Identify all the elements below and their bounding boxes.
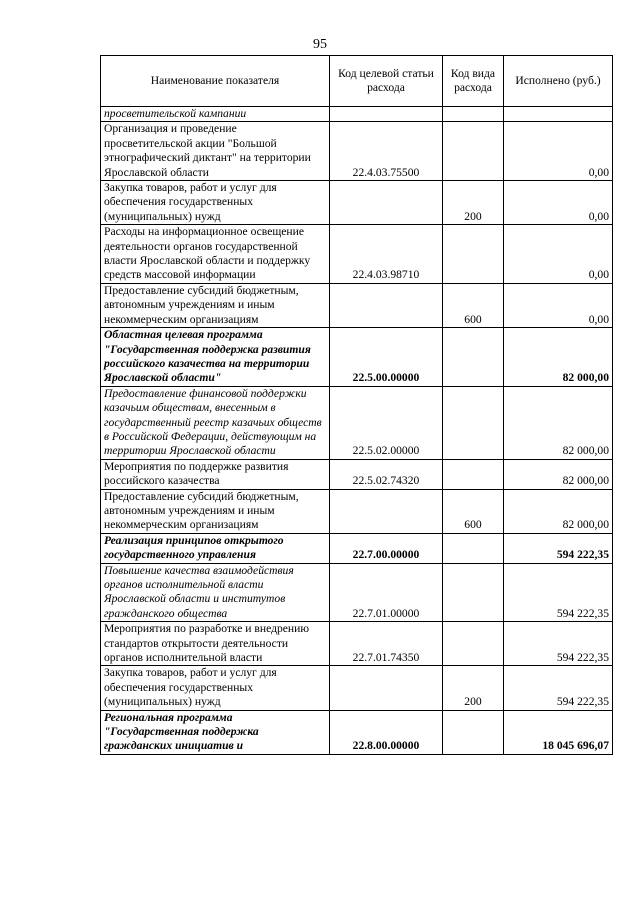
row-indicator-name: Организация и проведение просветительской акции "Большой этнографический диктант" на территории Ярославской области xyxy=(101,122,330,181)
row-indicator-name: Предоставление субсидий бюджетным, автономным учреждениям и иным некоммерческим организациям xyxy=(101,283,330,327)
row-expense-type xyxy=(443,459,504,489)
row-executed-amount xyxy=(504,107,613,122)
row-executed-amount: 82 000,00 xyxy=(504,386,613,459)
row-executed-amount: 0,00 xyxy=(504,122,613,181)
row-executed-amount: 18 045 696,07 xyxy=(504,710,613,754)
row-executed-amount: 82 000,00 xyxy=(504,328,613,387)
row-expense-type xyxy=(443,328,504,387)
page-number: 95 xyxy=(313,37,327,52)
row-indicator-name: Расходы на информационное освещение деятельности органов государственной власти Ярославской области и поддержку средств массовой информации xyxy=(101,225,330,284)
row-executed-amount: 0,00 xyxy=(504,225,613,284)
budget-execution-table xyxy=(100,55,613,755)
row-target-code xyxy=(330,283,443,327)
row-target-code xyxy=(330,181,443,225)
table-header xyxy=(101,56,613,107)
header-row xyxy=(101,56,613,107)
row-expense-type xyxy=(443,386,504,459)
row-indicator-name: Предоставление субсидий бюджетным, автономным учреждениям и иным некоммерческим организациям xyxy=(101,489,330,533)
row-executed-amount: 82 000,00 xyxy=(504,489,613,533)
row-executed-amount: 0,00 xyxy=(504,283,613,327)
row-expense-type: 600 xyxy=(443,489,504,533)
row-expense-type xyxy=(443,122,504,181)
row-expense-type xyxy=(443,563,504,622)
table-row xyxy=(101,710,613,754)
row-indicator-name: Закупка товаров, работ и услуг для обеспечения государственных (муниципальных) нужд xyxy=(101,666,330,710)
table-row xyxy=(101,328,613,387)
row-expense-type xyxy=(443,622,504,666)
table-row xyxy=(101,622,613,666)
row-target-code: 22.4.03.98710 xyxy=(330,225,443,284)
header-indicator-name: Наименование показателя xyxy=(101,56,330,107)
row-target-code xyxy=(330,489,443,533)
table-row xyxy=(101,489,613,533)
table-row xyxy=(101,225,613,284)
table-body xyxy=(101,107,613,755)
row-expense-type xyxy=(443,225,504,284)
row-expense-type: 600 xyxy=(443,283,504,327)
table-row xyxy=(101,386,613,459)
table-row xyxy=(101,181,613,225)
row-executed-amount: 0,00 xyxy=(504,181,613,225)
row-indicator-name: просветительской кампании xyxy=(101,107,330,122)
row-executed-amount: 594 222,35 xyxy=(504,533,613,563)
header-expense-type: Код вида расхода xyxy=(443,56,504,107)
row-executed-amount: 594 222,35 xyxy=(504,622,613,666)
row-target-code: 22.4.03.75500 xyxy=(330,122,443,181)
row-expense-type xyxy=(443,533,504,563)
row-expense-type xyxy=(443,710,504,754)
header-target-code: Код целевой статьи расхода xyxy=(330,56,443,107)
row-target-code xyxy=(330,107,443,122)
table-row xyxy=(101,283,613,327)
table-row xyxy=(101,459,613,489)
row-executed-amount: 82 000,00 xyxy=(504,459,613,489)
row-indicator-name: Мероприятия по поддержке развития российского казачества xyxy=(101,459,330,489)
table-row xyxy=(101,107,613,122)
row-target-code: 22.8.00.00000 xyxy=(330,710,443,754)
table-row xyxy=(101,563,613,622)
row-expense-type xyxy=(443,107,504,122)
row-target-code: 22.7.00.00000 xyxy=(330,533,443,563)
row-indicator-name: Региональная программа "Государственная поддержка гражданских инициатив и xyxy=(101,710,330,754)
row-executed-amount: 594 222,35 xyxy=(504,563,613,622)
header-executed: Исполнено (руб.) xyxy=(504,56,613,107)
row-target-code: 22.5.02.74320 xyxy=(330,459,443,489)
row-target-code: 22.5.00.00000 xyxy=(330,328,443,387)
row-indicator-name: Областная целевая программа "Государственная поддержка развития российского казачества на территории Ярославской области" xyxy=(101,328,330,387)
row-indicator-name: Предоставление финансовой поддержки казачьим обществам, внесенным в государственный реестр казачьих обществ в Российской Федерации, действующим на территории Ярославской области xyxy=(101,386,330,459)
row-target-code: 22.7.01.74350 xyxy=(330,622,443,666)
row-indicator-name: Мероприятия по разработке и внедрению стандартов открытости деятельности органов исполнительной власти xyxy=(101,622,330,666)
row-target-code: 22.5.02.00000 xyxy=(330,386,443,459)
row-indicator-name: Повышение качества взаимодействия органов исполнительной власти Ярославской области и институтов гражданского общества xyxy=(101,563,330,622)
table-row xyxy=(101,666,613,710)
table-row xyxy=(101,122,613,181)
row-expense-type: 200 xyxy=(443,666,504,710)
row-indicator-name: Закупка товаров, работ и услуг для обеспечения государственных (муниципальных) нужд xyxy=(101,181,330,225)
row-indicator-name: Реализация принципов открытого государственного управления xyxy=(101,533,330,563)
row-executed-amount: 594 222,35 xyxy=(504,666,613,710)
row-target-code xyxy=(330,666,443,710)
table-row xyxy=(101,533,613,563)
row-target-code: 22.7.01.00000 xyxy=(330,563,443,622)
row-expense-type: 200 xyxy=(443,181,504,225)
